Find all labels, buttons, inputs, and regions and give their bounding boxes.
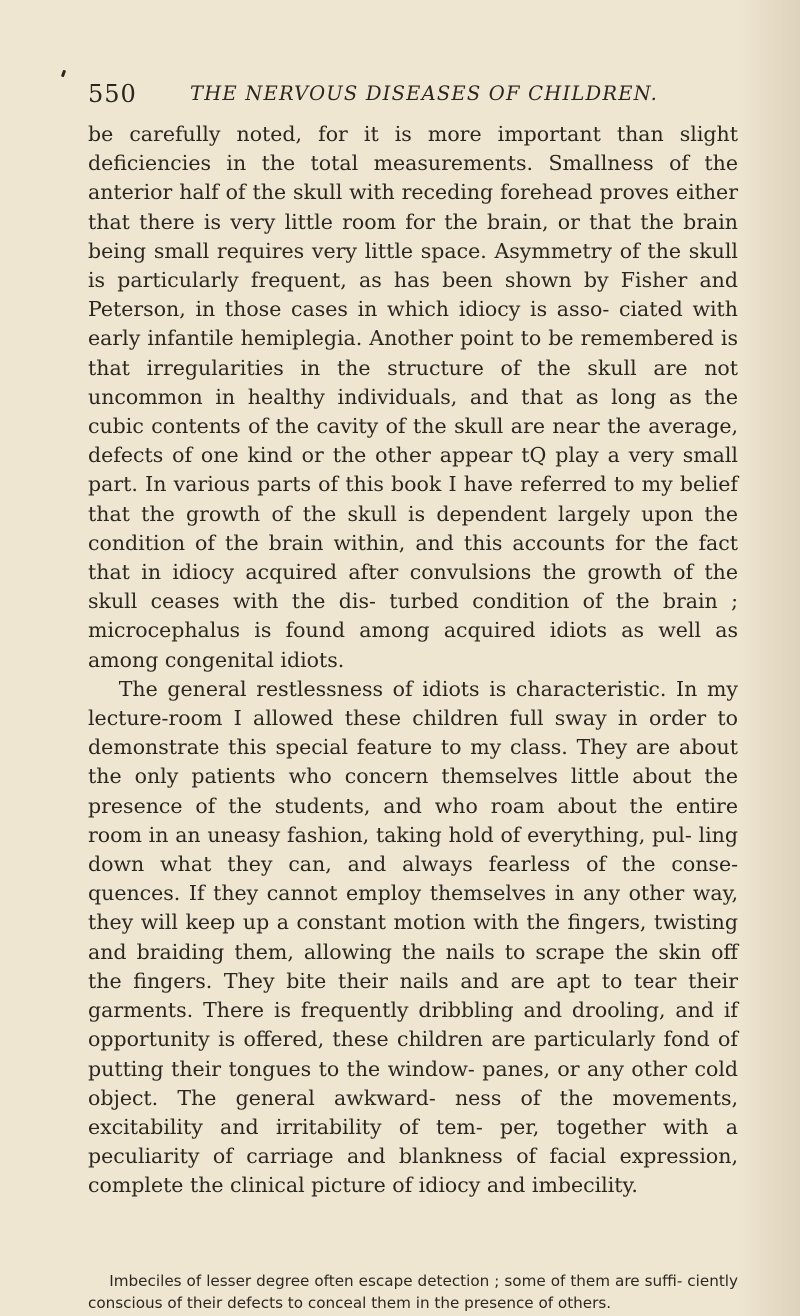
paragraph-continuation: be carefully noted, for it is more important than slight deficiencies in the total measurements. Smallness of the anterior half of the skull with receding forehead proves either that there is very little room for the brain, or that the brain being small requires very little space. Asymmetry of the skull is particularly frequent, as has been shown by Fisher and Peterson, in those cases in which idiocy is asso- ciated with early infantile hemiplegia. Another point to be remembered is that irregularities in the structure of the skull are not uncommon in healthy individuals, and that as long as the cubic contents of the cavity of the skull are near the average, defects of one kind or the other appear tQ play a very small part. In various parts of this book I have referred to my belief that the growth of the skull is dependent largely upon the condition of the brain within, and this accounts for the fact that in idiocy acquired after convulsions the growth of the skull ceases with the dis- turbed condition of the brain ; microcephalus is found among acquired idiots as well as among congenital idiots. <box>88 122 738 672</box>
body-text <box>88 120 738 1201</box>
ink-speck <box>61 70 66 78</box>
small-print-paragraph: Imbeciles of lesser degree often escape detection ; some of them are suffi- ciently conscious of their defects to conceal them in the presence of others. <box>88 1272 738 1312</box>
page-number: 550 <box>88 80 137 108</box>
running-head: THE NERVOUS DISEASES OF CHILDREN. <box>190 82 659 105</box>
page-header <box>88 74 728 114</box>
paragraph-restlessness: The general restlessness of idiots is characteristic. In my lecture-room I allowed these children full sway in order to demonstrate this special feature to my class. They are about the only patients who concern themselves little about the presence of the students, and who roam about the entire room in an uneasy fashion, taking hold of everything, pul- ling down what they can, and always fearless of the conse- quences. If they cannot employ themselves in any other way, they will keep up a constant motion with the fingers, twisting and braiding them, allowing the nails to scrape the skin off the fingers. They bite their nails and are apt to tear their garments. There is frequently dribbling and drooling, and if opportunity is offered, these children are particularly fond of putting their tongues to the window- panes, or any other cold object. The general awkward- ness of the movements, excitability and irritability of tem- per, together with a peculiarity of carriage and blankness of facial expression, complete the clinical picture of idiocy and imbecility. <box>88 676 738 1198</box>
